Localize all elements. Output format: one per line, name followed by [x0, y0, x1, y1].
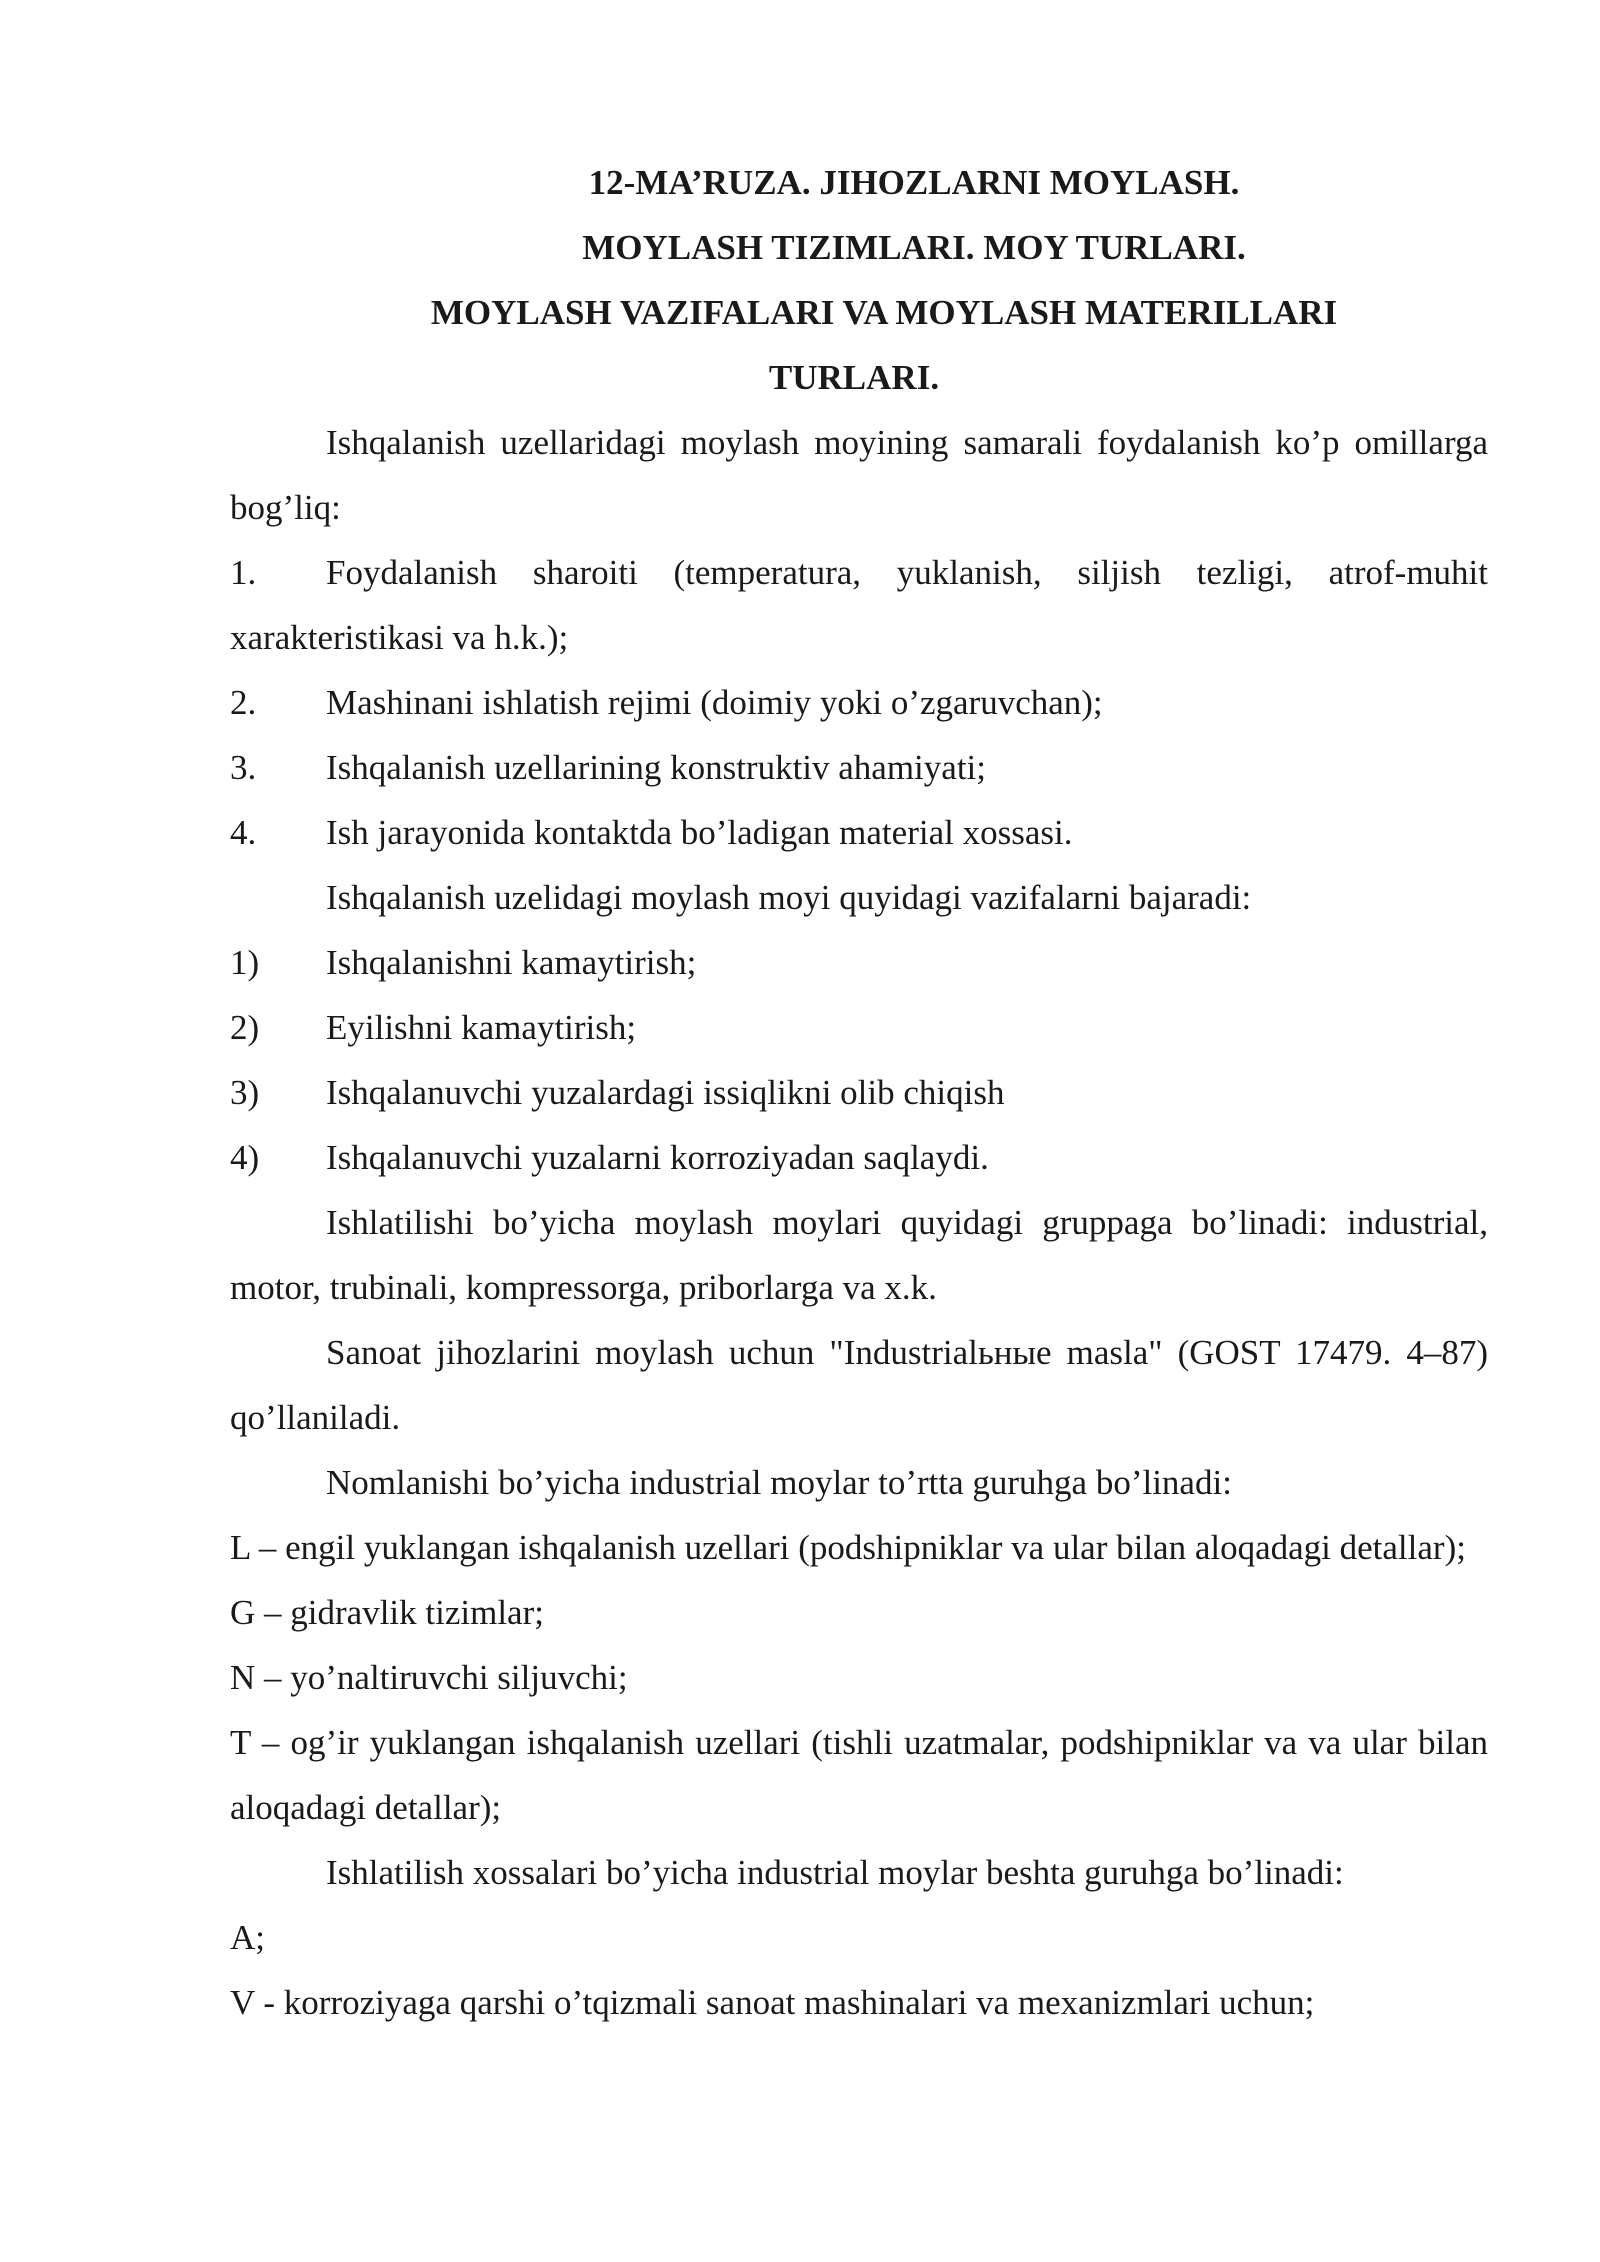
naming-item: L – engil yuklangan ishqalanish uzellari (podshipniklar va ular bilan aloqadagi detallar); — [230, 1528, 1466, 1567]
list-item — [230, 995, 1488, 1060]
functions-intro: Ishqalanish uzelidagi moylash moyi quyidagi vazifalarni bajaradi: — [326, 878, 1252, 917]
naming-item: G – gidravlik tizimlar; — [230, 1593, 544, 1632]
list-item-text: Eyilishni kamaytirish; — [326, 1008, 637, 1047]
properties-item: A; — [230, 1918, 265, 1957]
list-item-text: Mashinani ishlatish rejimi (doimiy yoki o’zgaruvchan); — [326, 683, 1103, 722]
list-item-number: 1) — [230, 943, 260, 982]
list-item-text: Ishqalanuvchi yuzalardagi issiqlikni olib chiqish — [326, 1073, 1005, 1112]
naming-item: N – yo’naltiruvchi siljuvchi; — [230, 1658, 628, 1697]
list-item-number: 1. — [230, 553, 257, 592]
list-item-text: Ishqalanuvchi yuzalarni korroziyadan saqlaydi. — [326, 1138, 989, 1177]
title-line-3: MOYLASH VAZIFALARI VA MOYLASH MATERILLARI — [430, 293, 1338, 332]
list-item — [230, 800, 1488, 865]
list-item — [230, 540, 1488, 670]
list-item-number: 3. — [230, 748, 257, 787]
oil-groups-paragraph: Ishlatilishi bo’yicha moylash moylari quyidagi gruppaga bo’linadi: industrial, motor, trubinali, kompressorga, priborlarga va x.k. — [230, 1203, 1488, 1307]
title-line-1: 12-MA’RUZA. JIHOZLARNI MOYLASH. — [588, 163, 1240, 202]
title-line-4: TURLARI. — [768, 358, 940, 397]
list-item-text: Ishqalanishni kamaytirish; — [326, 943, 697, 982]
title-line-2: MOYLASH TIZIMLARI. MOY TURLARI. — [582, 228, 1246, 267]
naming-paragraph: Nomlanishi bo’yicha industrial moylar to’rtta guruhga bo’linadi: — [326, 1463, 1232, 1502]
list-item — [230, 930, 1488, 995]
list-item-text: Foydalanish sharoiti (temperatura, yuklanish, siljish tezligi, atrof-muhit xarakteristikasi va h.k.); — [230, 553, 1488, 657]
naming-item: T – og’ir yuklangan ishqalanish uzellari (tishli uzatmalar, podshipniklar va va ular bilan aloqadagi detallar); — [230, 1723, 1488, 1827]
gost-paragraph: Sanoat jihozlarini moylash uchun "Industrialьные masla" (GOST 17479. 4–87) qo’llaniladi. — [230, 1333, 1488, 1437]
lecture-title — [230, 150, 1488, 410]
list-item-number: 2. — [230, 683, 257, 722]
list-item — [230, 670, 1488, 735]
list-item-number: 4) — [230, 1138, 260, 1177]
properties-item: V - korroziyaga qarshi o’tqizmali sanoat mashinalari va mexanizmlari uchun; — [230, 1983, 1315, 2022]
list-item-number: 3) — [230, 1073, 260, 1112]
list-item — [230, 735, 1488, 800]
list-item-text: Ish jarayonida kontaktda bo’ladigan material xossasi. — [326, 813, 1073, 852]
intro-paragraph: Ishqalanish uzellaridagi moylash moyining samarali foydalanish ko’p omillarga bog’liq: — [230, 423, 1488, 527]
properties-paragraph: Ishlatilish xossalari bo’yicha industrial moylar beshta guruhga bo’linadi: — [326, 1853, 1344, 1892]
list-item-number: 2) — [230, 1008, 260, 1047]
list-item — [230, 1125, 1488, 1190]
list-item-number: 4. — [230, 813, 257, 852]
list-item-text: Ishqalanish uzellarining konstruktiv ahamiyati; — [326, 748, 986, 787]
document-page — [230, 150, 1488, 2035]
list-item — [230, 1060, 1488, 1125]
